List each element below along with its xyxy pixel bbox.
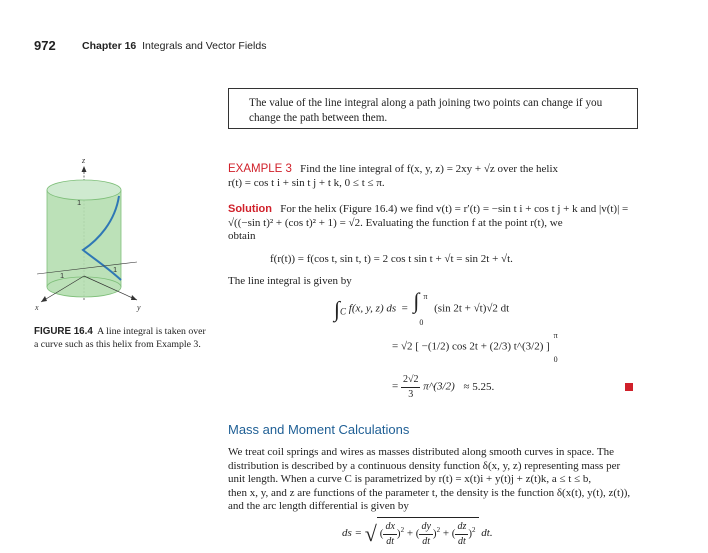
- integral-lower-limit: 0: [419, 318, 424, 327]
- result-fraction-numerator: 2√2: [401, 373, 421, 388]
- evaluation-lower-limit: 0: [553, 355, 558, 364]
- solution-paragraph: [228, 203, 646, 244]
- dy-numerator: dy: [419, 520, 432, 535]
- tick-label: 1: [60, 271, 65, 280]
- integral-lhs: f(x, y, z) ds: [348, 302, 397, 315]
- z-axis-label: z: [82, 156, 86, 165]
- line-integral-intro: The line integral is given by: [228, 275, 352, 287]
- example-end-mark: [625, 383, 633, 391]
- cylinder-top: [47, 180, 121, 200]
- equation-antiderivative: [392, 331, 652, 364]
- paragraph-line: unit length. When a curve C is parametrized by r(t) = x(t)i + y(t)j + z(t)k, a ≤ t ≤ b,: [228, 473, 592, 485]
- chapter-label: Chapter 16: [82, 40, 137, 52]
- solution-label: Solution: [228, 203, 272, 215]
- integral-rhs: (sin 2t + √t)√2 dt: [434, 302, 510, 315]
- dz-numerator: dz: [455, 520, 468, 535]
- example-statement: [228, 163, 646, 190]
- solution-line1: For the helix (Figure 16.4) we find v(t) = r′(t) = −sin t i + cos t j + k and |v(t)| =: [280, 203, 629, 215]
- cylinder-body: [47, 190, 121, 297]
- arc-length-formula: ds = √( $\frac{dx}{dt}$ )$^2$ + ( $\frac{dy}{dt}$ )$^2$ + ( $\frac{dz}{dt}$ )$^2$ dt.: [342, 517, 562, 551]
- y-axis-label: y: [137, 303, 141, 312]
- result-power: π^(3/2): [423, 380, 455, 393]
- example-statement-line1: Find the line integral of f(x, y, z) = 2xy + √z over the helix: [300, 163, 559, 175]
- equation-line-integral: $\int_C$ f(x, y, z) ds = ∫ π 0 (sin 2t + √t)√2 dt: [334, 296, 654, 322]
- figure-caption-label: FIGURE 16.4: [34, 326, 93, 337]
- example-label: EXAMPLE 3: [228, 163, 292, 175]
- tick-label: 1: [113, 265, 118, 274]
- x-axis-label: x: [35, 303, 39, 312]
- paragraph-line: We treat coil springs and wires as masses distributed along smooth curves in space. The: [228, 446, 614, 458]
- figure-caption-text: A line integral is taken over a curve such as this helix from Example 3.: [34, 326, 206, 351]
- note-box: [228, 88, 638, 129]
- helix-figure: [33, 150, 203, 320]
- figure-caption: [34, 325, 206, 351]
- y-axis-arrow: [131, 295, 137, 300]
- paragraph-line: then x, y, and z are functions of the parameter t, the density is the function δ(x(t), y(t), z(t)),: [228, 486, 631, 499]
- solution-line2: √((−sin t)² + (cos t)² + 1) = √2. Evaluating the function f at the point r(t), we: [228, 216, 563, 229]
- solution-line3: obtain: [228, 230, 256, 242]
- note-text: The value of the line integral along a path joining two points can change if you change the path between them.: [249, 97, 603, 124]
- evaluation-upper-limit: π: [553, 331, 558, 340]
- dx-numerator: dx: [383, 520, 396, 535]
- mass-paragraph: [228, 446, 646, 514]
- chapter-title: Integrals and Vector Fields: [142, 40, 267, 52]
- running-header: [82, 40, 266, 52]
- dx-denominator: dt: [386, 535, 395, 547]
- equation-f-of-r: f(r(t)) = f(cos t, sin t, t) = 2 cos t sin t + √t = sin 2t + √t.: [270, 253, 513, 265]
- z-axis-arrow: [82, 166, 87, 172]
- result-approx: ≈ 5.25.: [463, 380, 495, 393]
- dy-denominator: dt: [422, 535, 431, 547]
- example-statement-line2: r(t) = cos t i + sin t j + t k, 0 ≤ t ≤ π.: [228, 176, 385, 189]
- integral-upper-limit: π: [423, 292, 428, 301]
- paragraph-line: distribution is described by a continuous density function δ(x, y, z) representing mass per: [228, 459, 621, 472]
- dz-denominator: dt: [458, 535, 466, 547]
- page-number: 972: [34, 38, 56, 53]
- ds-tail: dt.: [481, 527, 493, 540]
- antiderivative-expression: = √2 [ −(1/2) cos 2t + (2/3) t^(3/2) ]: [392, 340, 550, 353]
- integral-subscript: C: [340, 306, 347, 317]
- x-axis-arrow: [41, 296, 47, 302]
- ds-lhs: ds =: [342, 527, 362, 540]
- paragraph-line: and the arc length differential is given by: [228, 500, 409, 512]
- tick-label: 1: [77, 198, 82, 207]
- result-fraction-denominator: 3: [408, 388, 414, 400]
- section-heading: Mass and Moment Calculations: [228, 422, 410, 437]
- equation-result: = $\frac{2√2}{3}$ π^(3/2) ≈ 5.25.: [392, 374, 495, 400]
